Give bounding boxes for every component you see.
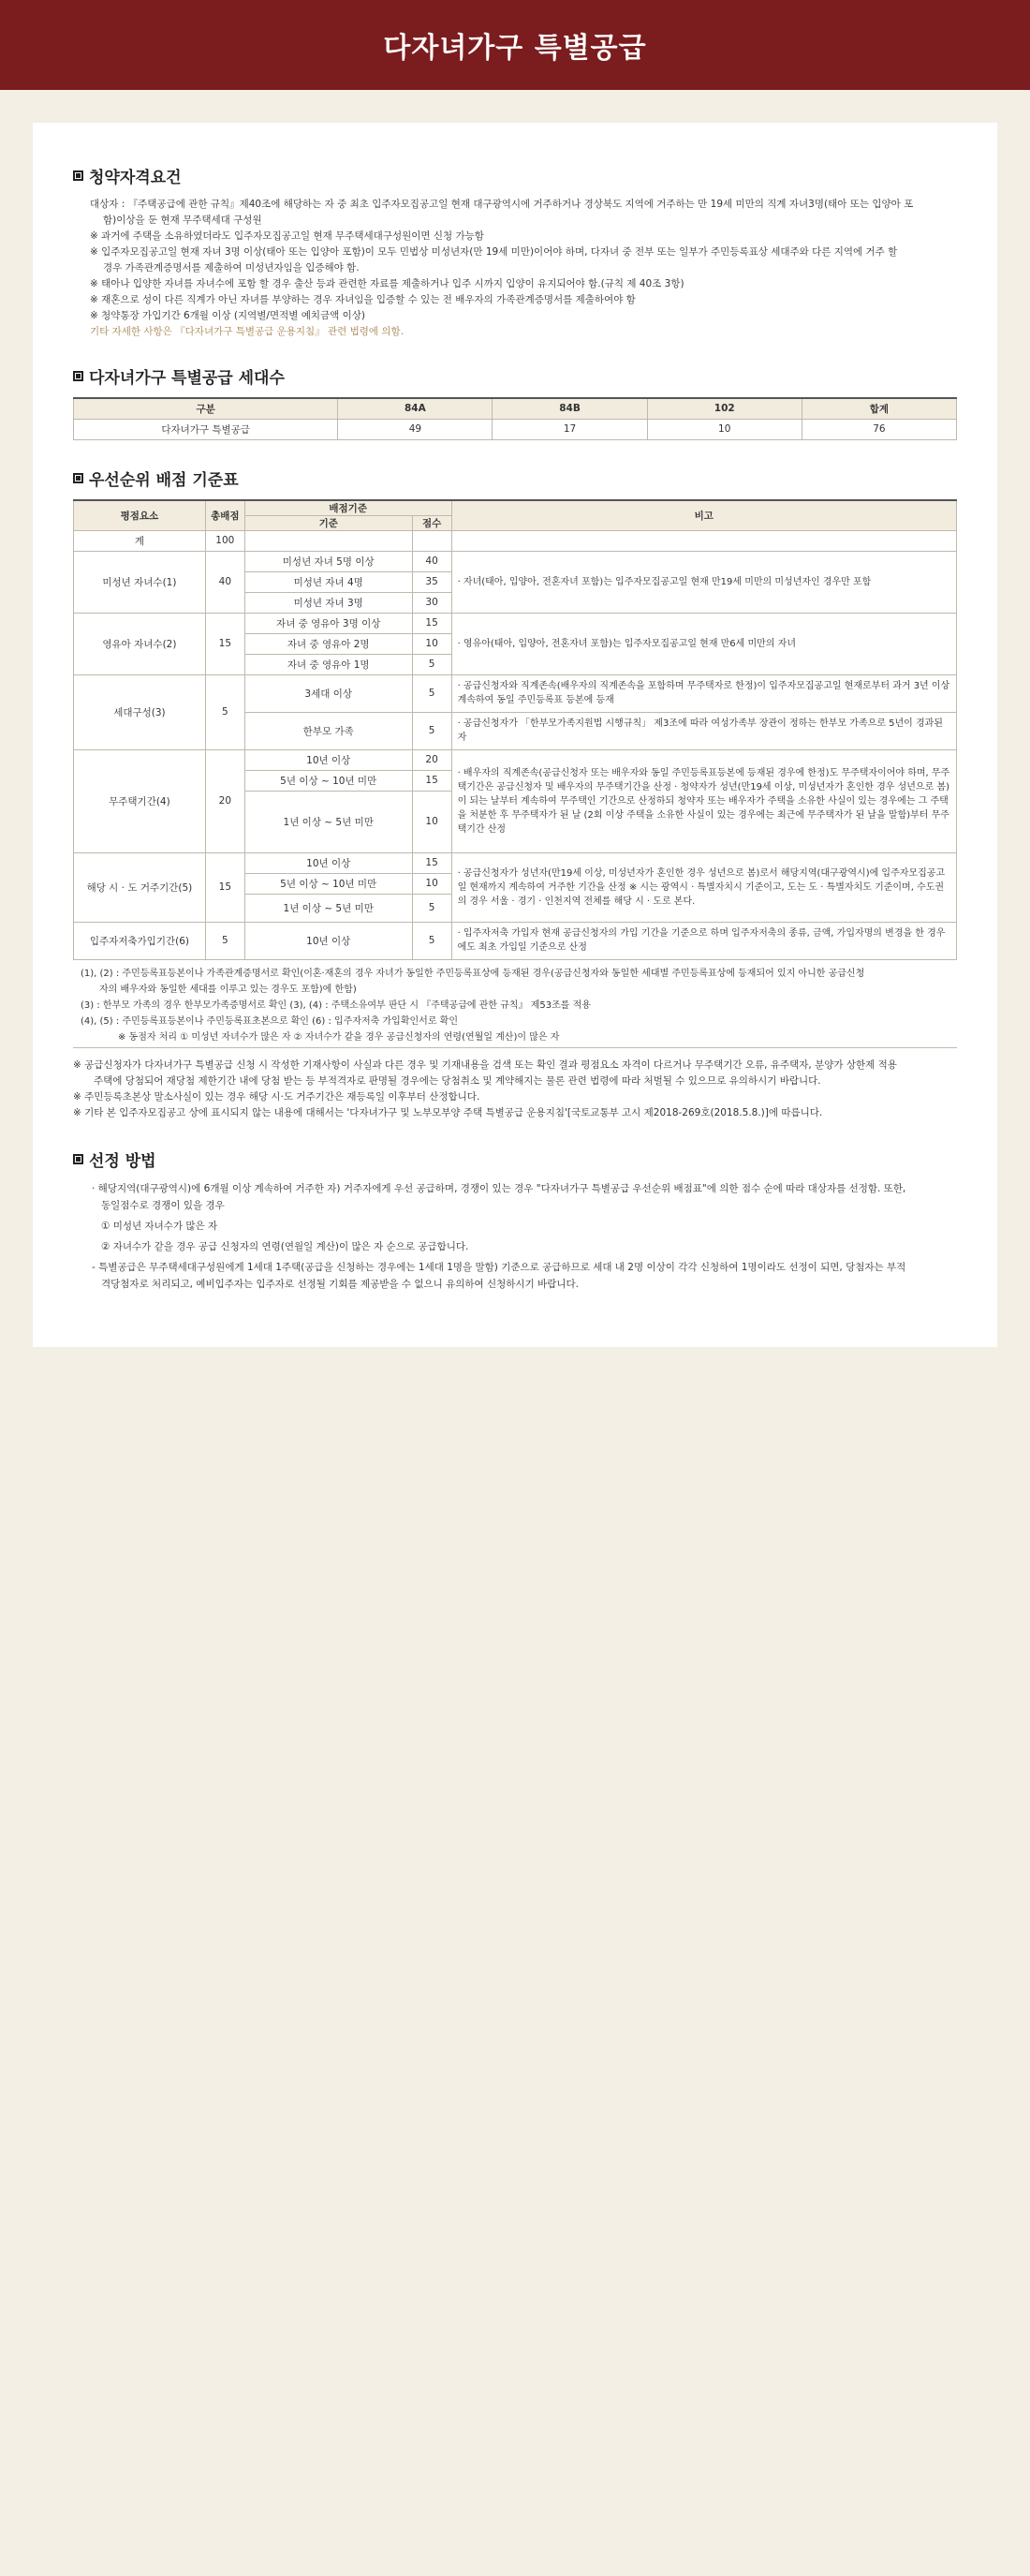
selection-list bbox=[73, 1180, 956, 1293]
criteria-basis: 자녀 중 영유아 2명 bbox=[244, 633, 412, 654]
criteria-points: 10 bbox=[412, 791, 451, 852]
criteria-points: 5 bbox=[412, 654, 451, 674]
factor-total: 15 bbox=[205, 852, 244, 922]
criteria-basis: 5년 이상 ~ 10년 미만 bbox=[244, 873, 412, 894]
qualification-line: 함)이상을 둔 현재 무주택세대 구성원 bbox=[103, 215, 262, 226]
factor-total: 5 bbox=[205, 922, 244, 959]
selection-line: ① 미성년 자녀수가 많은 자 bbox=[101, 1220, 218, 1232]
criteria-basis: 한부모 가족 bbox=[244, 712, 412, 749]
table-note-line: ※ 동점자 처리 ① 미성년 자녀수가 많은 자 ② 자녀수가 같을 경우 공급신청자의 연령(연월일 계산)이 많은 자 bbox=[118, 1031, 560, 1043]
selection-line: 동일점수로 경쟁이 있을 경우 bbox=[101, 1199, 225, 1211]
factor-name: 영유아 자녀수(2) bbox=[74, 613, 206, 674]
criteria-basis: 1년 이상 ~ 5년 미만 bbox=[244, 894, 412, 922]
factor-total: 20 bbox=[205, 749, 244, 852]
scoring-section-title: 우선순위 배점 기준표 bbox=[73, 466, 956, 490]
factor-name: 세대구성(3) bbox=[74, 674, 206, 749]
units-table bbox=[73, 397, 957, 440]
units-cell: 10 bbox=[647, 419, 802, 439]
criteria-basis: 미성년 자녀 4명 bbox=[244, 571, 412, 592]
table-note-line: (3) : 한부모 가족의 경우 한부모가족증명서로 확인 (3), (4) : 주택소유여부 판단 시 『주택공급에 관한 규칙』 제53조를 적용 bbox=[81, 999, 591, 1011]
scoring-header-criteria: 배점기준 bbox=[244, 500, 451, 516]
scoring-header-factor: 평점요소 bbox=[74, 500, 206, 531]
criteria-basis: 5년 이상 ~ 10년 미만 bbox=[244, 770, 412, 791]
criteria-points: 20 bbox=[412, 749, 451, 770]
selection-line: - 특별공급은 무주택세대구성원에게 1세대 1주택(공급을 신청하는 경우에는 1세대 1명을 말함) 기준으로 공급하므로 세대 내 2명 이상이 각각 신청하여 1명이라도 선정이 되면, 당첨자는 부적 bbox=[92, 1261, 906, 1273]
table-note-line: 자의 배우자와 동일한 세대를 이루고 있는 경우도 포함)에 한함) bbox=[99, 984, 357, 995]
content-card bbox=[33, 123, 997, 1347]
criteria-points: 40 bbox=[412, 551, 451, 571]
factor-remark: · 공급신청자가 성년자(만19세 이상, 미성년자가 혼인한 경우 성년으로 봄)로서 해당지역(대구광역시)에 입주자모집공고일 현재까지 계속하여 거주한 기간을 산정 ※ 시는 광역시 · 특별자치시 기준이고, 도는 도 · 특별자치도 기준이며, 수도권의 경우 서울 · 경기 · 인천지역 전체를 해당 시 · 도로 본다. bbox=[451, 852, 956, 922]
sum-value: 100 bbox=[205, 530, 244, 551]
units-section-title: 다자녀가구 특별공급 세대수 bbox=[73, 364, 956, 388]
units-cell: 17 bbox=[493, 419, 647, 439]
square-bullet-icon bbox=[73, 1154, 83, 1164]
units-header-cell: 84A bbox=[338, 398, 493, 419]
scoring-table bbox=[73, 499, 957, 960]
note-line: 주택에 당첨되어 재당첨 제한기간 내에 당첨 받는 등 부적격자로 판명될 경우에는 당첨취소 및 계약해지는 물론 관련 법령에 따라 처벌될 수 있으므로 유의하시기 바랍니다. bbox=[94, 1074, 821, 1087]
qualification-line: 대상자 : 『주택공급에 관한 규칙』제40조에 해당하는 자 중 최초 입주자모집공고일 현재 대구광역시에 거주하거나 경상북도 지역에 거주하는 만 19세 미만의 직계 자녀3명(태아 또는 입양아 포 bbox=[90, 199, 914, 210]
criteria-points: 15 bbox=[412, 613, 451, 633]
units-header-cell: 84B bbox=[493, 398, 647, 419]
criteria-points: 35 bbox=[412, 571, 451, 592]
criteria-points: 5 bbox=[412, 712, 451, 749]
criteria-points: 10 bbox=[412, 873, 451, 894]
factor-total: 5 bbox=[205, 674, 244, 749]
scoring-header-total: 총배점 bbox=[205, 500, 244, 531]
units-header-cell: 102 bbox=[647, 398, 802, 419]
note-line: ※ 기타 본 입주자모집공고 상에 표시되지 않는 내용에 대해서는 '다자녀가구 및 노부모부양 주택 특별공급 운용지침'[국토교통부 고시 제2018-269호(2018.5.8.)]에 따릅니다. bbox=[73, 1106, 823, 1118]
qualification-list bbox=[73, 197, 956, 340]
factor-name: 무주택기간(4) bbox=[74, 749, 206, 852]
criteria-points: 15 bbox=[412, 770, 451, 791]
scoring-header-remark: 비고 bbox=[451, 500, 956, 531]
square-bullet-icon bbox=[73, 371, 83, 381]
page-header bbox=[0, 0, 1030, 90]
divider bbox=[73, 1047, 957, 1048]
table-note-line: (4), (5) : 주민등록표등본이나 주민등록표초본으로 확인 (6) : 입주자저축 가입확인서로 확인 bbox=[81, 1015, 458, 1027]
units-header-cell: 합계 bbox=[802, 398, 956, 419]
qualification-line: 경우 가족관계증명서를 제출하여 미성년자임을 입증해야 함. bbox=[103, 262, 360, 274]
square-bullet-icon bbox=[73, 473, 83, 483]
selection-line: 격당첨자로 처리되고, 예비입주자는 입주자로 선정될 기회를 제공받을 수 없으니 유의하여 신청하시기 바랍니다. bbox=[101, 1278, 579, 1290]
criteria-points: 5 bbox=[412, 674, 451, 712]
scoring-header-points: 점수 bbox=[412, 515, 451, 530]
units-cell: 49 bbox=[338, 419, 493, 439]
scoring-header-basis: 기준 bbox=[244, 515, 412, 530]
page-title: 다자녀가구 특별공급 bbox=[383, 32, 647, 65]
factor-remark: · 영유아(태아, 입양아, 전혼자녀 포함)는 입주자모집공고일 현재 만6세 미만의 자녀 bbox=[451, 613, 956, 674]
criteria-basis: 미성년 자녀 5명 이상 bbox=[244, 551, 412, 571]
factor-name: 해당 시 · 도 거주기간(5) bbox=[74, 852, 206, 922]
factor-remark: · 공급신청자가 「한부모가족지원법 시행규칙」 제3조에 따라 여성가족부 장관이 정하는 한부모 가족으로 5년이 경과된 자 bbox=[451, 712, 956, 749]
criteria-basis: 자녀 중 영유아 3명 이상 bbox=[244, 613, 412, 633]
table-note-line: (1), (2) : 주민등록표등본이나 가족관계증명서로 확인(이혼·재혼의 경우 자녀가 동일한 주민등록표상에 등재된 경우(공급신청자와 동일한 세대별 주민등록표상에 등재되어 있지 아니한 공급신청 bbox=[81, 968, 865, 979]
units-header-cell: 구분 bbox=[74, 398, 338, 419]
factor-remark: · 자녀(태아, 입양아, 전혼자녀 포함)는 입주자모집공고일 현재 만19세 미만의 미성년자인 경우만 포함 bbox=[451, 551, 956, 613]
criteria-points: 5 bbox=[412, 894, 451, 922]
qualification-line: ※ 입주자모집공고일 현재 자녀 3명 이상(태아 또는 입양아 포함)이 모두 민법상 미성년자(만 19세 미만)이어야 하며, 다자녀 중 전부 또는 일부가 주민등록표상 세대주와 다른 지역에 거주 할 bbox=[90, 246, 898, 258]
criteria-basis: 10년 이상 bbox=[244, 922, 412, 959]
factor-total: 40 bbox=[205, 551, 244, 613]
qualification-line: ※ 청약통장 가입기간 6개월 이상 (지역별/면적별 예치금액 이상) bbox=[90, 310, 366, 321]
qualification-line: ※ 재혼으로 성이 다른 직계가 아닌 자녀를 부양하는 경우 자녀임을 입증할 수 있는 전 배우자의 가족관계증명서를 제출하여야 함 bbox=[90, 294, 636, 305]
criteria-basis: 미성년 자녀 3명 bbox=[244, 592, 412, 613]
factor-remark: · 입주자저축 가입자 현재 공급신청자의 가입 기간을 기준으로 하며 입주자저축의 종류, 금액, 가입자명의 변경을 한 경우에도 최초 가입일 기준으로 산정 bbox=[451, 922, 956, 959]
criteria-points: 5 bbox=[412, 922, 451, 959]
units-cell: 76 bbox=[802, 419, 956, 439]
selection-line: · 해당지역(대구광역시)에 6개월 이상 계속하여 거주한 자) 거주자에게 우선 공급하며, 경쟁이 있는 경우 "다자녀가구 특별공급 우선순위 배점표"에 의한 점수 순에 따라 대상자를 선정함. 또한, bbox=[92, 1182, 906, 1194]
factor-name: 미성년 자녀수(1) bbox=[74, 551, 206, 613]
sum-label: 계 bbox=[74, 530, 206, 551]
qualification-section-title: 청약자격요건 bbox=[73, 164, 956, 187]
qualification-line: 기타 자세한 사항은 『다자녀가구 특별공급 운용지침』 관련 법령에 의함. bbox=[90, 326, 405, 337]
table-notes bbox=[73, 966, 957, 1045]
selection-line: ② 자녀수가 같을 경우 공급 신청자의 연령(연월일 계산)이 많은 자 순으로 공급합니다. bbox=[101, 1240, 469, 1252]
note-line: ※ 공급신청자가 다자녀가구 특별공급 신청 시 작성한 기재사항이 사실과 다른 경우 및 기재내용을 검색 또는 확인 결과 평점요소 자격이 다르거나 무주택기간 오류, 유주택자, 분양가 상한제 적용 bbox=[73, 1059, 897, 1071]
criteria-points: 10 bbox=[412, 633, 451, 654]
criteria-basis: 자녀 중 영유아 1명 bbox=[244, 654, 412, 674]
criteria-basis: 1년 이상 ~ 5년 미만 bbox=[244, 791, 412, 852]
units-cell: 다자녀가구 특별공급 bbox=[74, 419, 338, 439]
factor-name: 입주자저축가입기간(6) bbox=[74, 922, 206, 959]
qualification-line: ※ 과거에 주택을 소유하였더라도 입주자모집공고일 현재 무주택세대구성원이면 신청 가능함 bbox=[90, 230, 484, 242]
criteria-points: 15 bbox=[412, 852, 451, 873]
note-line: ※ 주민등록초본상 말소사실이 있는 경우 해당 시·도 거주기간은 재등록일 이후부터 산정합니다. bbox=[73, 1090, 480, 1103]
qualification-line: ※ 태아나 입양한 자녀를 자녀수에 포함 할 경우 출산 등과 관련한 자료를 제출하거나 입주 시까지 입양이 유지되어야 함.(규칙 제 40조 3항) bbox=[90, 278, 684, 289]
square-bullet-icon bbox=[73, 170, 83, 181]
factor-total: 15 bbox=[205, 613, 244, 674]
criteria-basis: 3세대 이상 bbox=[244, 674, 412, 712]
selection-section-title: 선정 방법 bbox=[73, 1147, 956, 1171]
factor-remark: · 공급신청자와 직계존속(배우자의 직계존속을 포함하며 무주택자로 한정)이 입주자모집공고일 현재로부터 과거 3년 이상 계속하여 동일 주민등록표 등본에 등재 bbox=[451, 674, 956, 712]
factor-remark: · 배우자의 직계존속(공급신청자 또는 배우자와 동일 주민등록표등본에 등재된 경우에 한정)도 무주택자이어야 하며, 무주택기간은 공급신청자 및 배우자의 무주택기간을 산정 · 청약자가 성년(만19세 이상, 미성년자가 혼인한 경우 성년으로 봄)이 되는 날부터 계속하여 무주택인 기간으로 산정하되 청약자 또는 배우자가 주택을 소유한 사실이 있는 경우에는 그 주택을 처분한 후 무주택자가 된 날 (2회 이상 주택을 소유한 사실이 있는 경우에는 최근에 무주택자가 된 날을 말함)부터 무주택기간 산정 bbox=[451, 749, 956, 852]
criteria-points: 30 bbox=[412, 592, 451, 613]
criteria-basis: 10년 이상 bbox=[244, 852, 412, 873]
criteria-basis: 10년 이상 bbox=[244, 749, 412, 770]
general-notes bbox=[73, 1058, 956, 1121]
